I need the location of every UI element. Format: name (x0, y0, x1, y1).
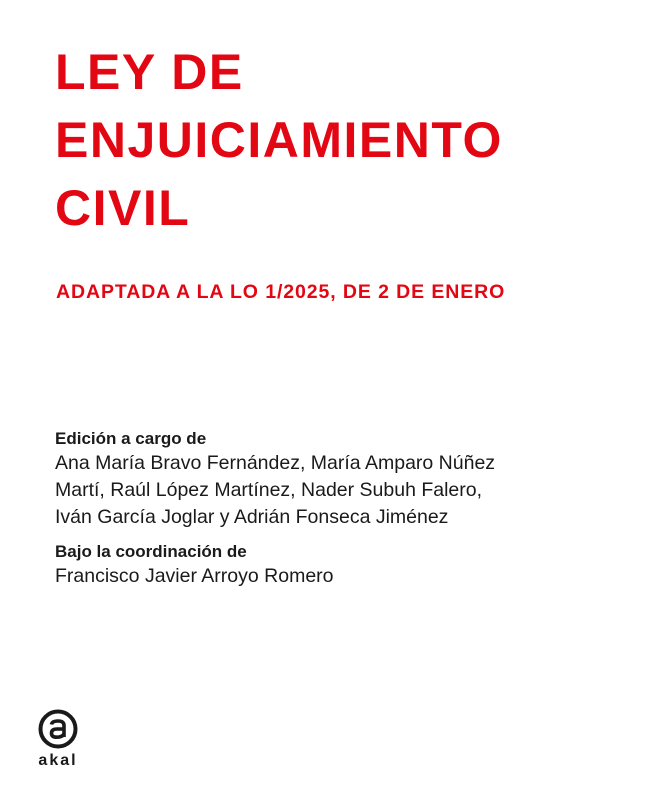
title-line: CIVIL (55, 180, 191, 236)
book-subtitle: ADAPTADA A LA LO 1/2025, DE 2 DE ENERO (56, 281, 506, 303)
title-line: LEY DE (55, 44, 244, 100)
akal-logo-icon (38, 709, 78, 749)
editor-names-line: Martí, Raúl López Martínez, Nader Subuh Falero, (55, 479, 483, 501)
book-title (55, 38, 503, 242)
publisher-wordmark: akal (38, 752, 78, 769)
editor-names-line: Ana María Bravo Fernández, María Amparo Núñez (55, 452, 496, 474)
edition-heading: Edición a cargo de (55, 429, 207, 448)
editor-names-line: Iván García Joglar y Adrián Fonseca Jiménez (55, 506, 449, 528)
coordination-heading: Bajo la coordinación de (55, 542, 247, 561)
coordinator-name (55, 563, 625, 590)
credits (55, 428, 625, 590)
title-line: ENJUICIAMIENTO (55, 112, 503, 168)
publisher-logo (38, 709, 78, 770)
coordinator-name-line: Francisco Javier Arroyo Romero (55, 565, 334, 587)
edition-names (55, 450, 625, 531)
